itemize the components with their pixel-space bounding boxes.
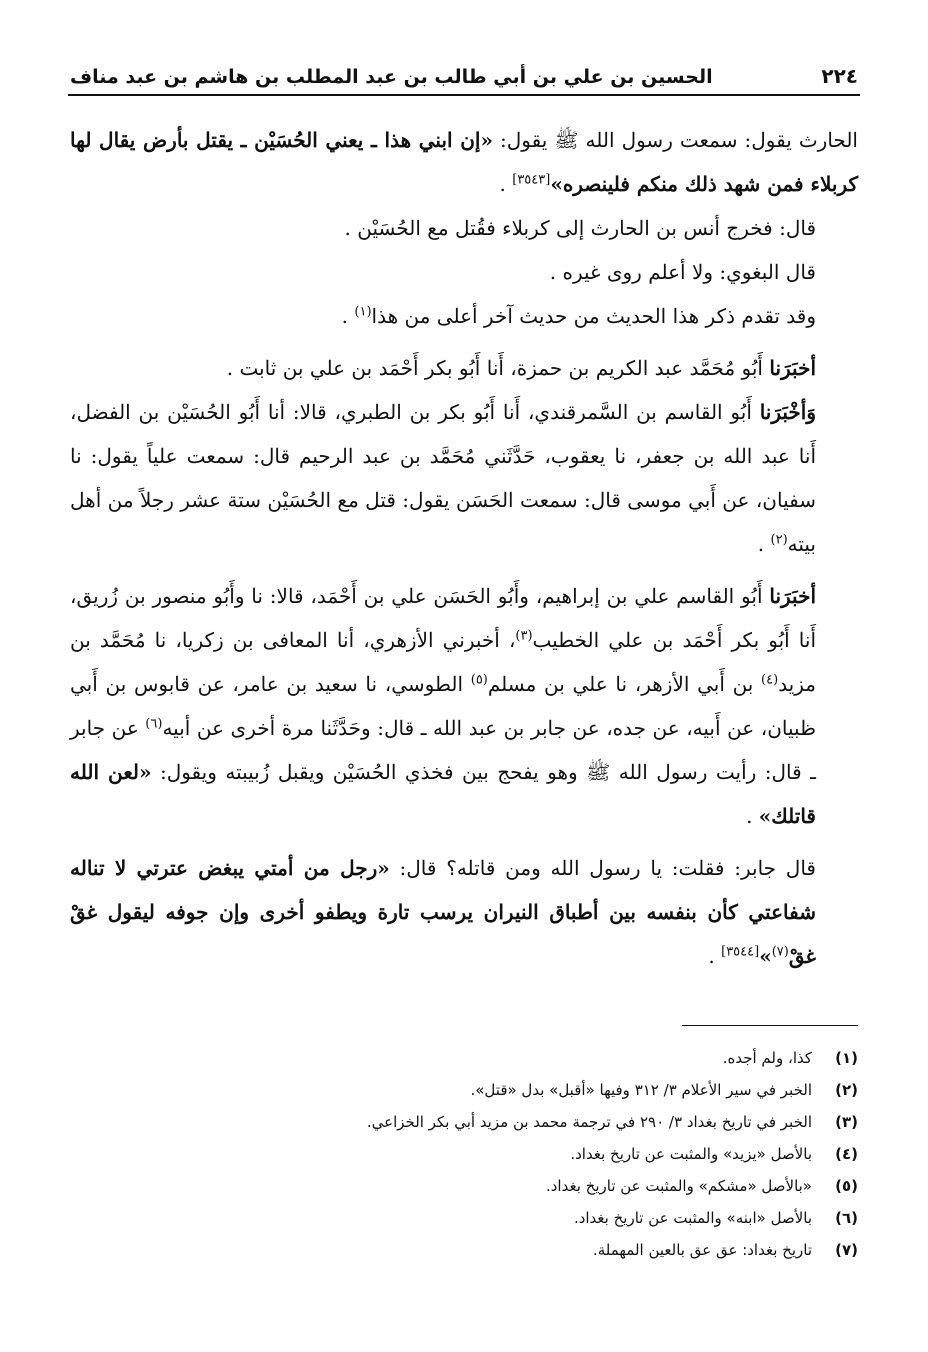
text-run: أَبُو القاسم علي بن إبراهيم، وأَبُو الحَسَن علي بن أَحْمَد، قالا: نا وأَبُو منصور بن زُريق، أَنا أَبُو بكر أَحْمَد بن علي الخطيب bbox=[70, 584, 816, 652]
main-text bbox=[70, 118, 858, 978]
footnote-text: الخبر في سير الأعلام ٣/ ٣١٢ وفيها «أقبل» بدل «قتل». bbox=[470, 1081, 812, 1099]
footnote-item bbox=[70, 1106, 858, 1138]
paragraph-6 bbox=[70, 390, 858, 566]
footnote-number: (٧) bbox=[835, 1241, 858, 1259]
footnotes bbox=[70, 1042, 858, 1266]
footnote-item bbox=[70, 1202, 858, 1234]
footnote-ref: (١) bbox=[354, 304, 372, 320]
text-run: أَبُو مُحَمَّد عبد الكريم بن حمزة، أَنا أَبُو بكر أَحْمَد بن علي بن ثابت . bbox=[226, 356, 770, 380]
footnote-number: (٤) bbox=[835, 1145, 858, 1163]
footnote-ref: (٥) bbox=[470, 672, 488, 688]
page-header bbox=[70, 56, 858, 88]
text-run: ، أخبرني الأزهري، أنا المعافى بن زكريا، نا مُحَمَّد بن مزيد bbox=[70, 628, 816, 696]
hadith-quote: «رجل من أمتي يبغض عترتي لا تناله شفاعتي كأن بنفسه بين أطباق النيران يرسب تارة ويطفو أخرى وإن جوفه ليقول غقْ غقْ bbox=[70, 856, 816, 968]
text-run: . bbox=[708, 944, 722, 968]
footnote-number: (٦) bbox=[835, 1209, 858, 1227]
isnad-keyword: أخبَرَنا bbox=[769, 356, 816, 380]
text-run: بن أَبي الأزهر، نا علي بن مسلم bbox=[487, 672, 762, 696]
footnote-item bbox=[70, 1074, 858, 1106]
paragraph-8 bbox=[70, 846, 858, 978]
paragraph-5 bbox=[70, 346, 858, 390]
footnote-item bbox=[70, 1042, 858, 1074]
footnote-ref: (٣) bbox=[515, 628, 533, 644]
paragraph-4 bbox=[70, 294, 858, 338]
footnote-text: كذا، ولم أجده. bbox=[722, 1049, 812, 1067]
hadith-number: [٣٥٤٣] bbox=[512, 172, 551, 188]
footnote-ref: (٢) bbox=[770, 532, 788, 548]
text-run: . bbox=[757, 532, 771, 556]
text-run: عن جابر ـ قال: رأيت رسول الله ﷺ وهو يفحج بين فخذي الحُسَيْن ويقبل زُبيبته ويقول: bbox=[70, 716, 816, 784]
text-run: . bbox=[341, 304, 355, 328]
footnote-number: (٥) bbox=[835, 1177, 858, 1195]
footnote-ref: (٧) bbox=[771, 944, 789, 960]
text-run: الحارث يقول: سمعت رسول الله ﷺ يقول: bbox=[492, 128, 858, 152]
text-run: أَبُو القاسم بن السَّمرقندي، أَنا أَبُو بكر بن الطبري، قالا: أنا أَبُو الحُسَيْن بن الفضل، أَنا عبد الله بن جعفر، نا يعقوب، حَدَّثَني مُحَمَّد بن عبد الرحيم قال: سمعت علياً يقول: نا سفيان، عن أَبي موسى قال: سمعت الحَسَن يقول: قتل مع الحُسَيْن ستة عشر رجلاً من أهل بيته bbox=[70, 400, 816, 556]
hadith-quote: «لعن الله قاتلك» bbox=[70, 760, 816, 828]
footnote-text: تاريخ بغداد: عق عق بالعين المهملة. bbox=[592, 1241, 812, 1259]
paragraph-1 bbox=[70, 118, 858, 206]
text-run: . bbox=[746, 804, 759, 828]
footnote-ref: (٤) bbox=[761, 672, 779, 688]
hadith-quote-close: » bbox=[759, 944, 772, 968]
text-run: وقد تقدم ذكر هذا الحديث من حديث آخر أعلى من هذا bbox=[371, 304, 816, 328]
paragraph-3: قال البغوي: ولا أعلم روى غيره . bbox=[549, 260, 816, 284]
footnote-text: الخبر في تاريخ بغداد ٣/ ٢٩٠ في ترجمة محمد بن مزيد أبي بكر الخزاعي. bbox=[366, 1113, 812, 1131]
footnote-divider bbox=[682, 1025, 858, 1026]
paragraph-2: قال: فخرج أنس بن الحارث إلى كربلاء فقُتل مع الحُسَيْن . bbox=[344, 216, 816, 240]
footnote-item bbox=[70, 1170, 858, 1202]
text-run: . bbox=[499, 172, 513, 196]
footnote-text: بالأصل «ابنه» والمثبت عن تاريخ بغداد. bbox=[573, 1209, 812, 1227]
isnad-keyword: أخبَرَنا bbox=[769, 584, 816, 608]
footnote-number: (٢) bbox=[835, 1081, 858, 1099]
page-number: ٢٢٤ bbox=[821, 64, 858, 88]
hadith-quote: «إن ابني هذا ـ يعني الحُسَيْن ـ يقتل بأرض يقال لها كربلاء فمن شهد ذلك منكم فلينصره» bbox=[70, 128, 858, 196]
paragraph-7 bbox=[70, 574, 858, 838]
footnote-item bbox=[70, 1234, 858, 1266]
header-divider bbox=[68, 94, 860, 96]
running-title: الحسين بن علي بن أبي طالب بن عبد المطلب بن هاشم بن عبد مناف bbox=[70, 66, 713, 88]
footnote-number: (٣) bbox=[835, 1113, 858, 1131]
hadith-number: [٣٥٤٤] bbox=[721, 944, 760, 960]
text-run: قال جابر: فقلت: يا رسول الله ومن قاتله؟ قال: bbox=[389, 856, 816, 880]
footnote-ref: (٦) bbox=[145, 716, 163, 732]
isnad-keyword: وَأخْبَرَنا bbox=[759, 400, 816, 424]
footnote-item bbox=[70, 1138, 858, 1170]
footnote-number: (١) bbox=[835, 1049, 858, 1067]
text-run: الطوسي، نا سعيد بن عامر، عن قابوس بن أَبي ظبيان، عن أَبيه، عن جده، عن جابر بن عبد الله ـ قال: وحَدَّثَنا مرة أخرى عن أبيه bbox=[70, 672, 817, 740]
footnote-text: بالأصل «يزيد» والمثبت عن تاريخ بغداد. bbox=[570, 1145, 812, 1163]
footnote-text: «بالأصل «مشكم» والمثبت عن تاريخ بغداد. bbox=[545, 1177, 812, 1195]
